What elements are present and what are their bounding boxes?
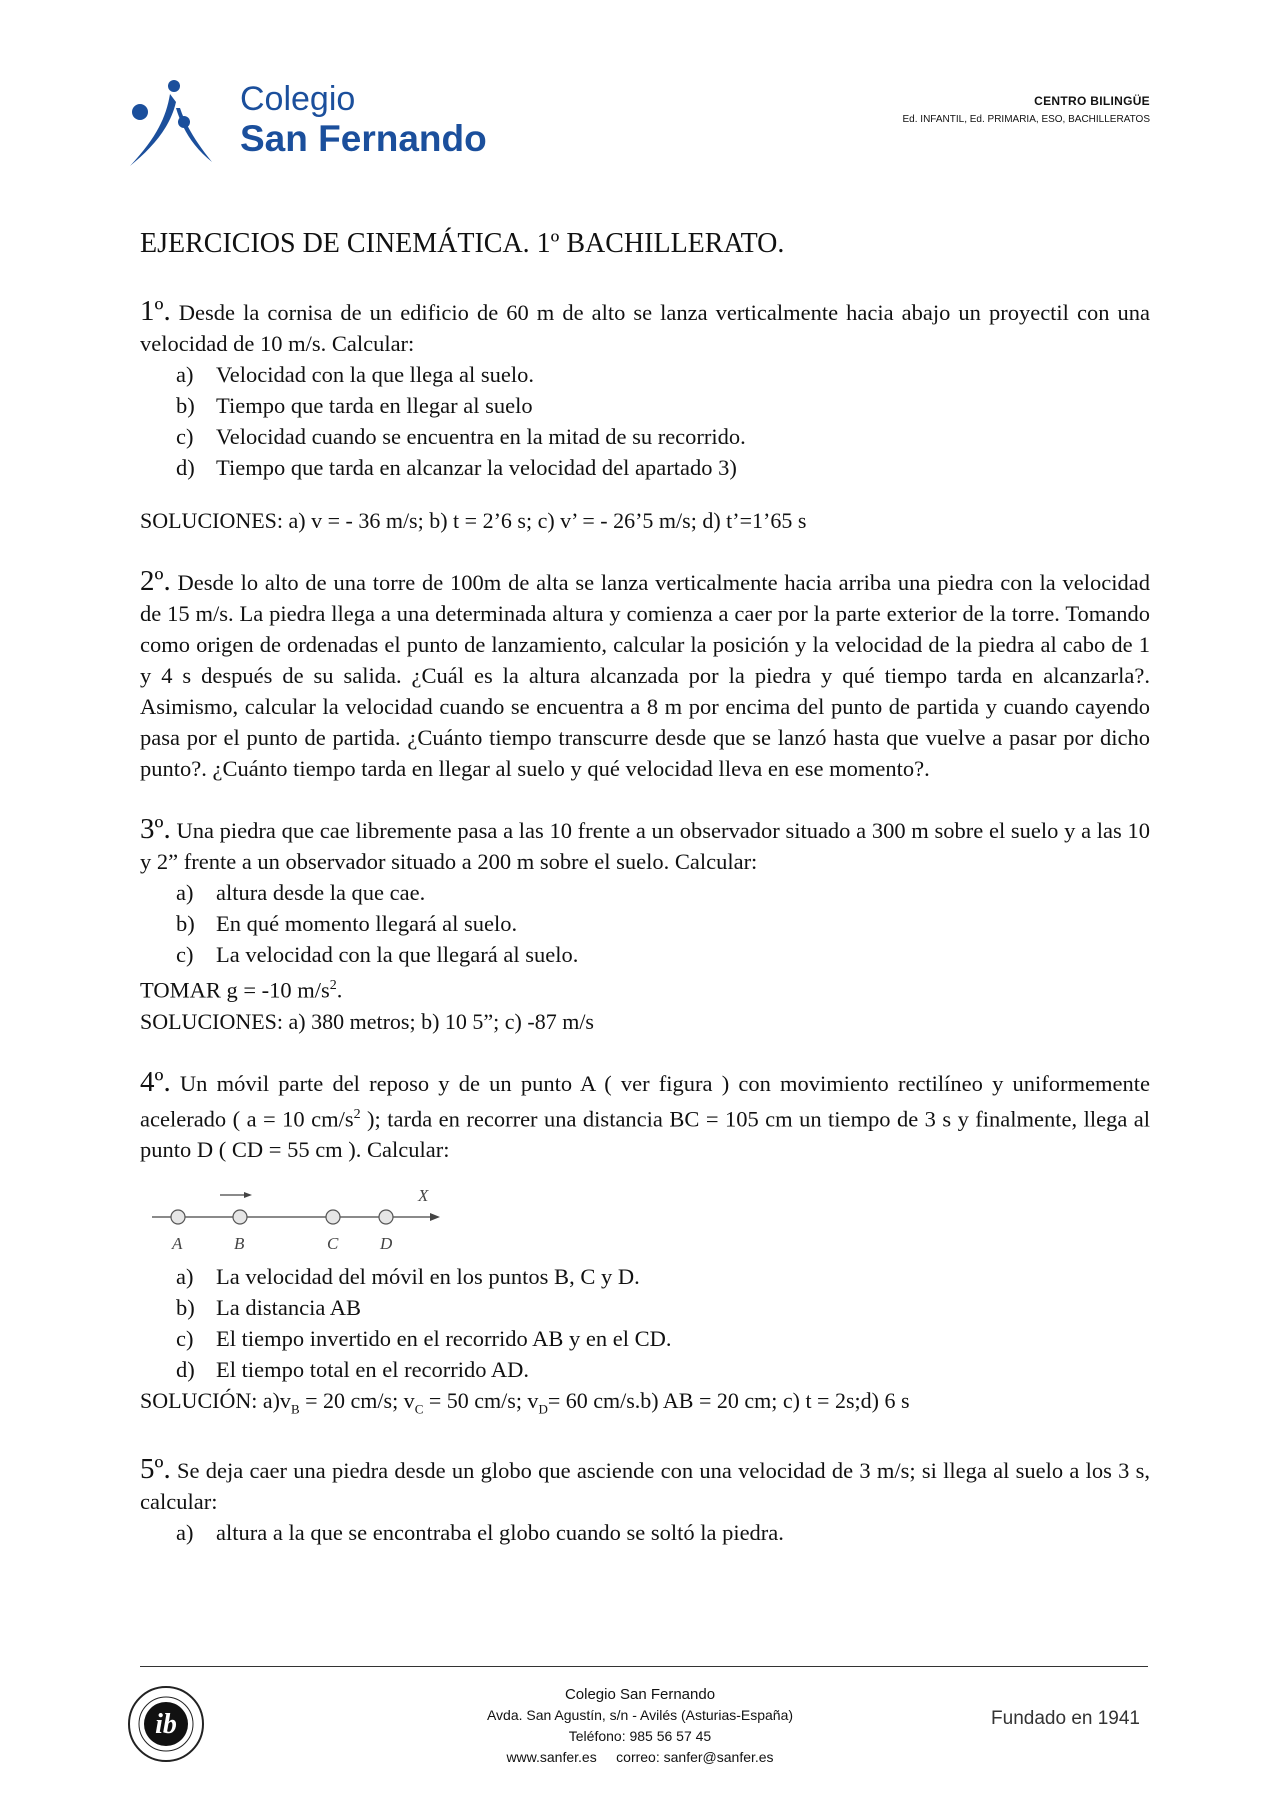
exercise-4-solution [140, 1385, 1150, 1424]
sol-part: = 20 cm/s; v [299, 1388, 415, 1413]
item-text: Velocidad con la que llega al suelo. [216, 362, 535, 387]
list-item [140, 939, 1150, 970]
footer-divider [140, 1666, 1148, 1667]
list-item [140, 1323, 1150, 1354]
sol-part: = 50 cm/s; v [423, 1388, 539, 1413]
item-text: En qué momento llegará al suelo. [216, 911, 518, 936]
item-label: d) [176, 1357, 195, 1382]
exercise-text: Se deja caer una piedra desde un globo que asciende con una velocidad de 3 m/s; si llega al suelo a los 3 s, calcular: [140, 1458, 1150, 1515]
exercise-items [140, 877, 1150, 970]
item-label: b) [176, 1295, 195, 1320]
logo-line1: Colegio [240, 80, 356, 118]
sol-sub: D [538, 1401, 548, 1417]
motion-figure [148, 1181, 448, 1257]
label-d: D [380, 1234, 393, 1253]
sol-sub: B [290, 1401, 300, 1417]
list-item [140, 421, 1150, 452]
header-levels: Ed. INFANTIL, Ed. PRIMARIA, ESO, BACHILLERATOS [902, 114, 1150, 125]
sol-part: = 60 cm/s.b) AB = 20 cm; c) t = 2s;d) 6 s [547, 1388, 910, 1413]
sol-part: SOLUCIÓN: a)v [140, 1388, 291, 1413]
label-x-axis: X [418, 1186, 429, 1205]
exercise-number: 5º. [140, 1453, 171, 1486]
footer-founded: Fundado en 1941 [991, 1708, 1140, 1729]
footer-email-link[interactable]: correo: sanfer@sanfer.es [616, 1749, 774, 1765]
exercise-1 [140, 296, 1150, 483]
item-label: b) [176, 393, 195, 418]
item-text: La velocidad del móvil en los puntos B, C y D. [216, 1264, 640, 1289]
exercise-text: Desde la cornisa de un edificio de 60 m de alto se lanza verticalmente hacia abajo un proyectil con una velocidad de 10 m/s. Calcular: [140, 300, 1150, 356]
list-item [140, 908, 1150, 939]
exercise-4 [140, 1067, 1150, 1425]
list-item [140, 1292, 1150, 1323]
document-body [140, 228, 1150, 1548]
item-text: Velocidad cuando se encuentra en la mitad de su recorrido. [216, 424, 746, 449]
item-label: c) [176, 942, 194, 967]
item-label: a) [176, 1520, 194, 1546]
exercise-number: 1º. [140, 295, 171, 327]
label-c: C [327, 1234, 339, 1253]
list-item [140, 1354, 1150, 1385]
gravity-end: . [336, 977, 343, 1003]
gravity-sup: 2 [329, 978, 337, 993]
exercise-items [140, 1261, 1150, 1385]
exercise-items [140, 359, 1150, 483]
document-title: EJERCICIOS DE CINEMÁTICA. 1º BACHILLERATO. [140, 228, 785, 259]
label-a: A [172, 1234, 183, 1253]
exercise-text: Desde lo alto de una torre de 100m de alta se lanza verticalmente hacia arriba una piedra con la velocidad de 15 m/s. La piedra llega a una determinada altura y comienza a caer por la parte exterior de la torre. Tomando como origen de ordenadas el punto de lanzamiento, calcular la posición y la velocidad de la piedra al cabo de 1 y 4 s después de su salida. ¿Cuál es la altura alcanzada por la piedra y qué tiempo tarda en alcanzarla?. Asimismo, calcular la velocidad cuando se encuentra a 8 m por encima del punto de partida y cuando cayendo pasa por el punto de partida. ¿Cuánto tiempo transcurre desde que se lanzó hasta que vuelve a pasar por dicho punto?. ¿Cuánto tiempo tarda en llegar al suelo y qué velocidad lleva en ese momento?. [140, 570, 1150, 781]
point-c-marker [326, 1210, 340, 1224]
item-label: a) [176, 880, 194, 905]
item-text: La velocidad con la que llegará al suelo. [216, 942, 579, 967]
footer-street: Avda. San Agustín, s/n - Avilés (Asturias-España) [486, 1707, 794, 1723]
exercise-text: Una piedra que cae libremente pasa a las 10 frente a un observador situado a 300 m sobre el suelo y a las 10 y 2” frente a un observador situado a 200 m sobre el suelo. Calcular: [140, 818, 1150, 874]
exercise-text: Un móvil parte del reposo y de un punto A ( ver figura ) con movimiento rectilíneo y uniformemente acelerado ( a = 10 cm/s [140, 1070, 1150, 1131]
item-text: La distancia AB [216, 1295, 361, 1320]
axis-arrow-icon [430, 1213, 440, 1221]
footer-school-name: Colegio San Fernando [564, 1686, 716, 1703]
item-label: c) [176, 424, 194, 449]
exercise-number: 4º. [140, 1065, 171, 1098]
item-text: El tiempo invertido en el recorrido AB y en el CD. [216, 1326, 672, 1351]
item-label: b) [176, 911, 195, 936]
ib-world-school-icon [126, 1684, 206, 1764]
footer-website-link[interactable]: www.sanfer.es [506, 1749, 597, 1765]
item-text: Tiempo que tarda en llegar al suelo [216, 393, 533, 418]
footer-address [440, 1684, 840, 1768]
header-center-type: CENTRO BILINGÜE [1034, 94, 1150, 108]
exercise-1-solution: SOLUCIONES: a) v = - 36 m/s; b) t = 2’6 s; c) v’ = - 26’5 m/s; d) t’=1’65 s [140, 508, 807, 533]
point-b-marker [233, 1210, 247, 1224]
exercise-items [140, 1517, 1150, 1548]
logo-line2: San Fernando [240, 118, 487, 159]
item-text: altura desde la que cae. [216, 880, 426, 905]
item-text: altura a la que se encontraba el globo cuando se soltó la piedra. [216, 1520, 784, 1546]
list-item [140, 1517, 1150, 1548]
school-logo [126, 74, 526, 174]
gravity-text: TOMAR g = -10 m/s [140, 977, 330, 1003]
gravity-note [140, 970, 1150, 1006]
point-d-marker [379, 1210, 393, 1224]
item-text: Tiempo que tarda en alcanzar la velocidad del apartado 3) [216, 455, 737, 480]
ib-logo-text: ib [155, 1709, 177, 1740]
motion-diagram [148, 1181, 448, 1257]
list-item [140, 390, 1150, 421]
velocity-arrow-head-icon [244, 1192, 252, 1198]
item-text: El tiempo total en el recorrido AD. [216, 1357, 530, 1382]
sol-sub: C [414, 1401, 424, 1417]
list-item [140, 877, 1150, 908]
school-logo-figure-icon [126, 78, 236, 170]
list-item [140, 452, 1150, 483]
list-item [140, 359, 1150, 390]
footer-phone: Teléfono: 985 56 57 45 [568, 1728, 712, 1744]
list-item [140, 1261, 1150, 1292]
exercise-number: 2º. [140, 565, 171, 597]
exercise-3-solution: SOLUCIONES: a) 380 metros; b) 10 5”; c) -87 m/s [140, 1008, 594, 1034]
exercise-5 [140, 1454, 1150, 1548]
item-label: c) [176, 1326, 194, 1351]
exercise-text-sup: 2 [353, 1106, 361, 1122]
exercise-3 [140, 814, 1150, 1037]
header-right [903, 94, 1150, 125]
exercise-2 [140, 566, 1150, 784]
exercise-number: 3º. [140, 813, 171, 845]
exercise-text-cont: ); tarda en recorrer una distancia BC = 105 cm un tiempo de 3 s y finalmente, llega al punto D ( CD = 55 cm ). Calcular: [140, 1106, 1150, 1162]
ib-logo [126, 1684, 206, 1769]
item-label: d) [176, 455, 195, 480]
item-label: a) [176, 362, 194, 387]
point-a-marker [171, 1210, 185, 1224]
item-label: a) [176, 1264, 194, 1289]
label-b: B [234, 1234, 245, 1253]
